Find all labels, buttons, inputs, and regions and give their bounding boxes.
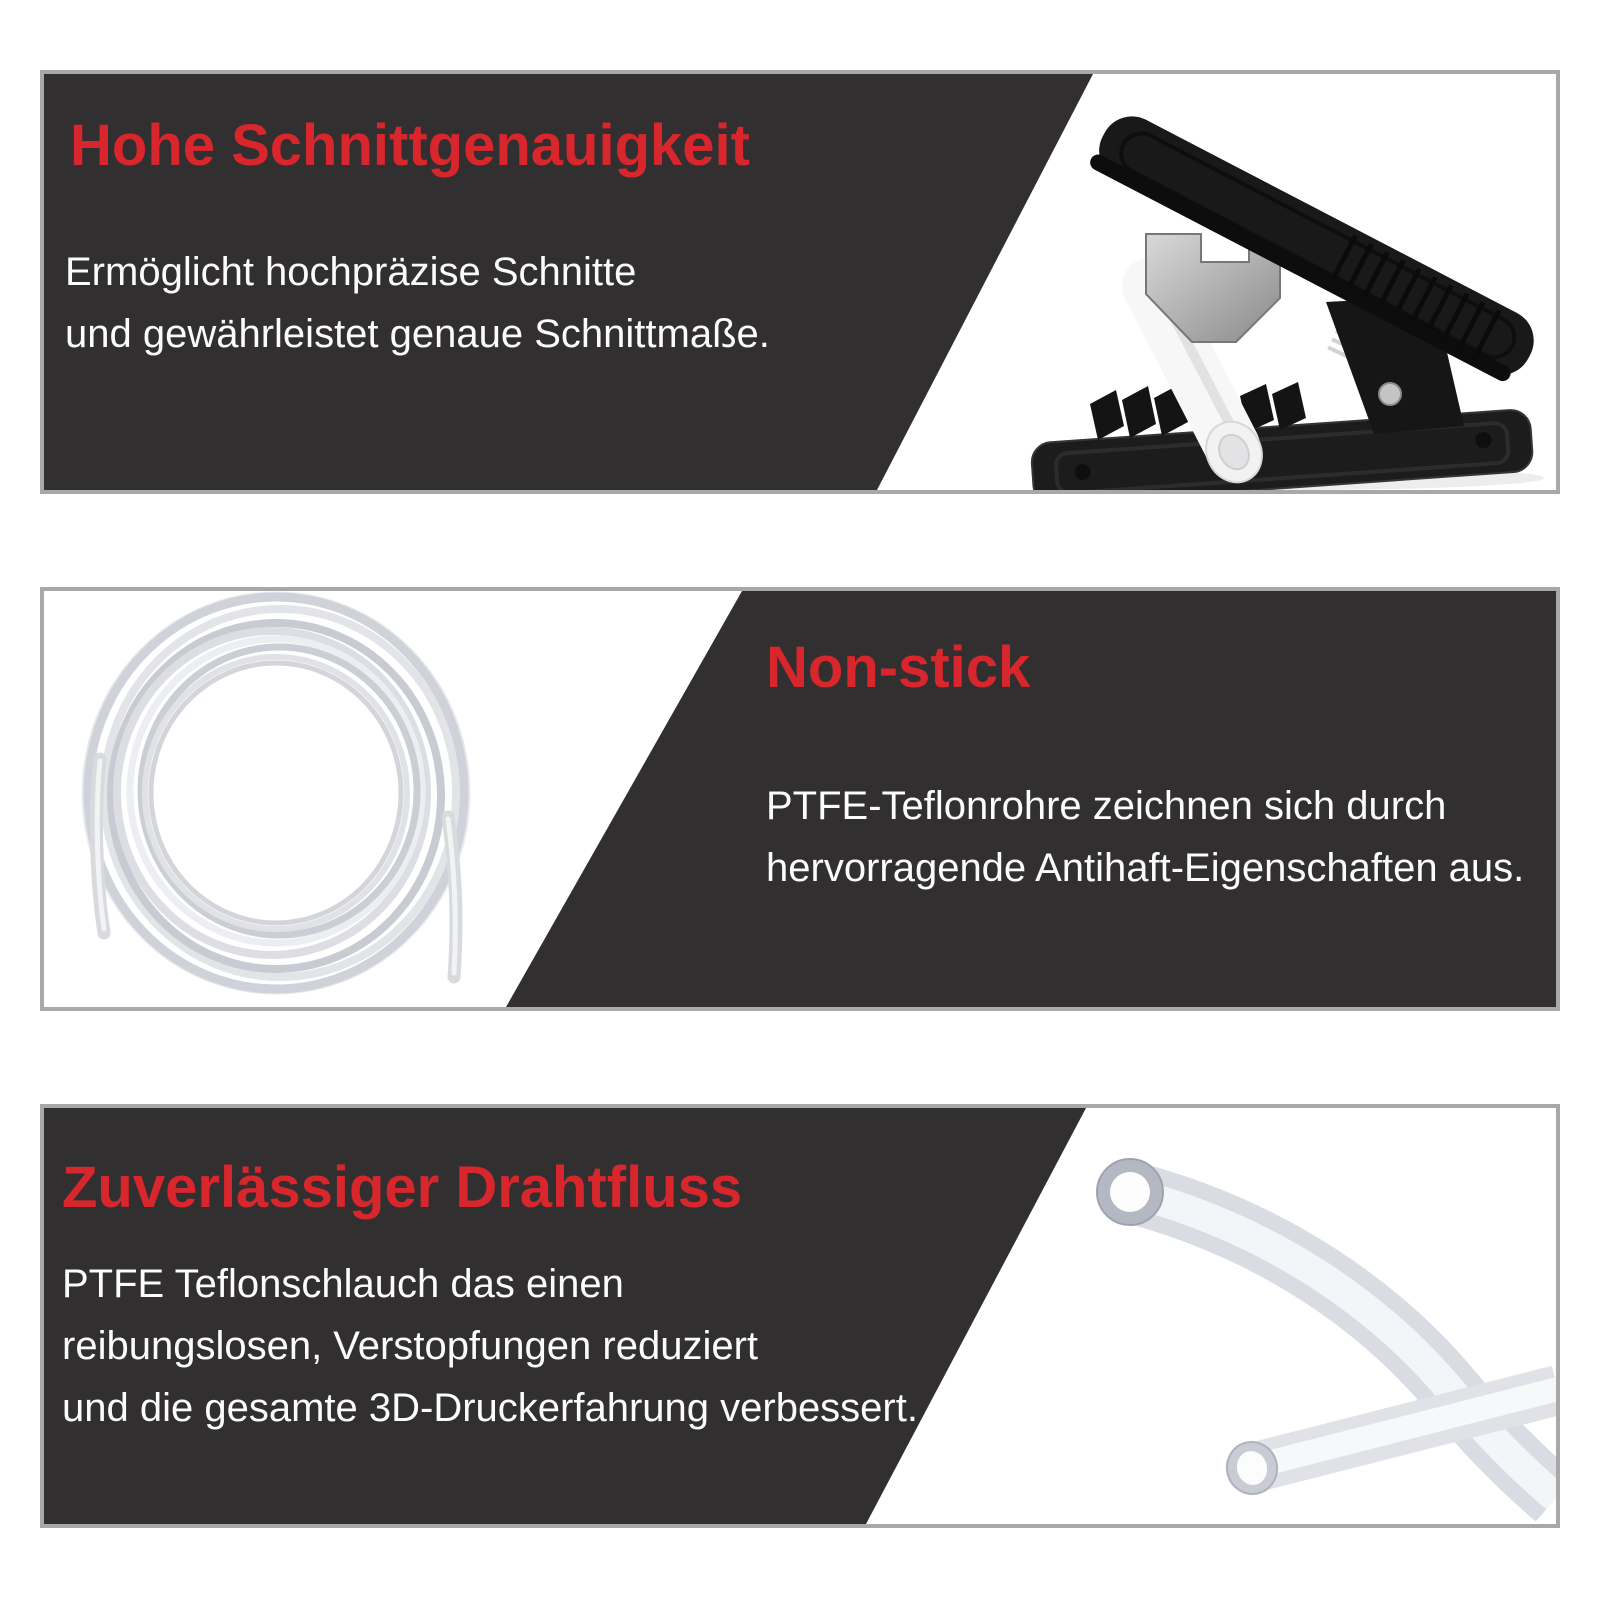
panel-heading: Hohe Schnittgenauigkeit — [70, 113, 750, 178]
body-line: hervorragende Antihaft-Eigenschaften aus. — [766, 846, 1525, 890]
body-line: und gewährleistet genaue Schnittmaße. — [65, 312, 770, 356]
tube-coil — [83, 593, 469, 993]
curved-tube-open-end — [1097, 1159, 1163, 1225]
body-line: PTFE-Teflonrohre zeichnen sich durch — [766, 784, 1447, 828]
body-line: reibungslosen, Verstopfungen reduziert — [62, 1324, 759, 1368]
body-line: PTFE Teflonschlauch das einen — [62, 1262, 624, 1306]
panel-heading: Non-stick — [766, 635, 1031, 700]
panel-heading: Zuverlässiger Drahtfluss — [62, 1155, 743, 1220]
cutter-pin — [1379, 383, 1401, 405]
feature-panel-cut-accuracy — [40, 70, 1560, 494]
panel-body-text — [766, 775, 1524, 899]
feature-panel-non-stick — [40, 587, 1560, 1011]
feature-panel-wire-flow — [40, 1104, 1560, 1528]
panel-body-text — [65, 241, 770, 365]
panel-body-text — [62, 1253, 918, 1439]
body-line: und die gesamte 3D-Druckerfahrung verbessert. — [62, 1386, 918, 1430]
body-line: Ermöglicht hochpräzise Schnitte — [65, 250, 637, 294]
